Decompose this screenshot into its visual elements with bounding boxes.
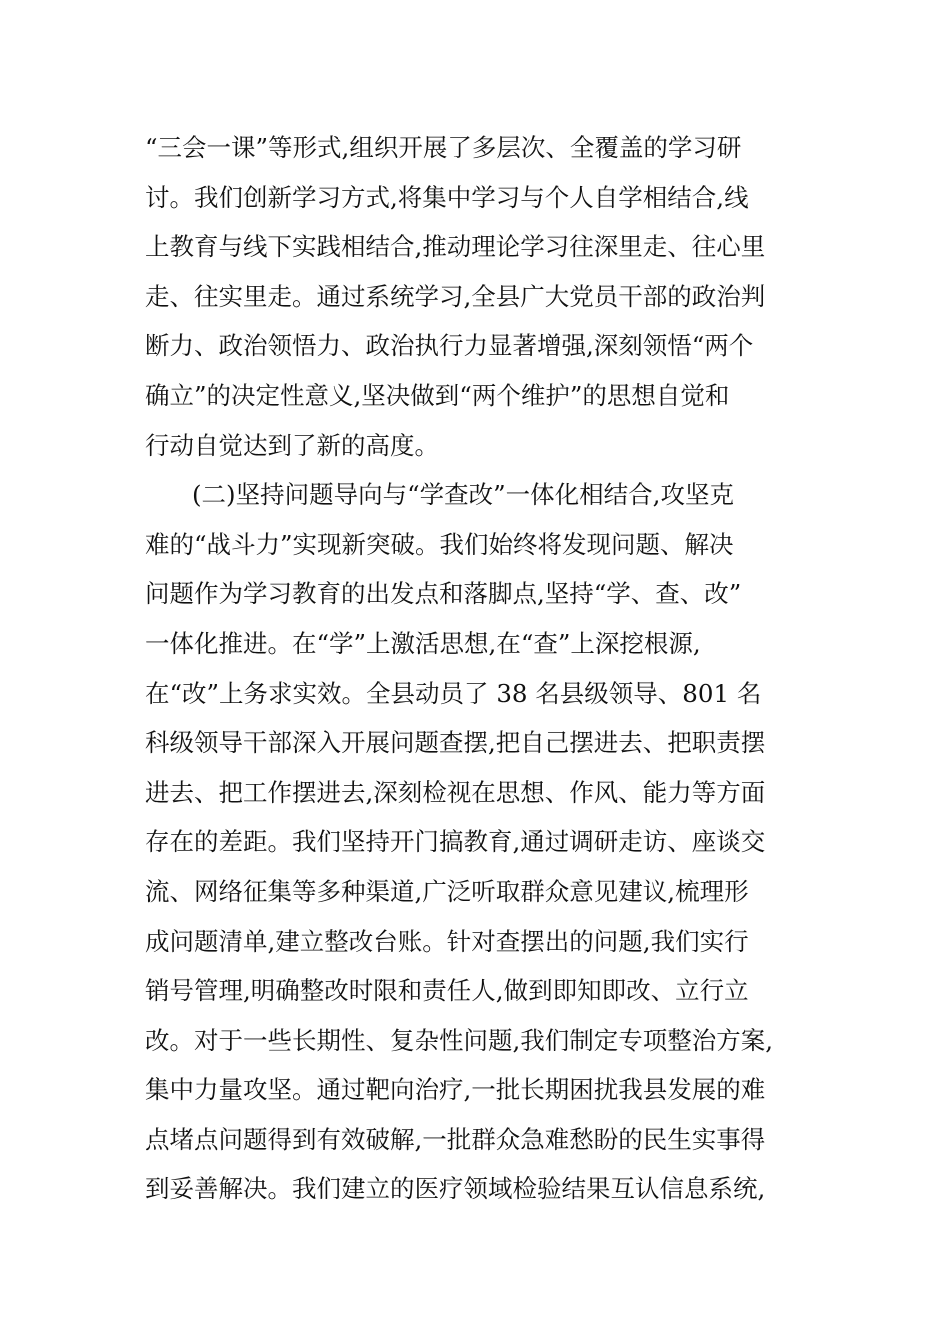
text-line: 走、往实里走。通过系统学习,全县广大党员干部的政治判: [145, 281, 766, 311]
text-line: 改。对于一些长期性、复杂性问题,我们制定专项整治方案,: [145, 1025, 774, 1055]
text-line: 科级领导干部深入开展问题查摆,把自己摆进去、把职责摆: [145, 728, 766, 758]
text-line: 点堵点问题得到有效破解,一批群众急难愁盼的民生实事得: [145, 1124, 766, 1154]
text-line: 销号管理,明确整改时限和责任人,做到即知即改、立行立: [145, 976, 749, 1006]
paragraph-2: [145, 470, 825, 1214]
text-line: 成问题清单,建立整改台账。针对查摆出的问题,我们实行: [145, 926, 749, 956]
text-line: 难的“战斗力”实现新突破。我们始终将发现问题、解决: [145, 529, 734, 559]
text-line: 确立”的决定性意义,坚决做到“两个维护”的思想自觉和: [145, 380, 730, 410]
text-line: 进去、把工作摆进去,深刻检视在思想、作风、能力等方面: [145, 777, 766, 807]
paragraph-1: [145, 123, 825, 470]
text-line: 流、网络征集等多种渠道,广泛听取群众意见建议,梳理形: [145, 876, 749, 906]
text-line: 行动自觉达到了新的高度。: [145, 430, 439, 460]
text-line: 在“改”上务求实效。全县动员了 38 名县级领导、801 名: [145, 678, 762, 708]
text-line: 到妥善解决。我们建立的医疗领域检验结果互认信息系统,: [145, 1174, 766, 1204]
text-line: 集中力量攻坚。通过靶向治疗,一批长期困扰我县发展的难: [145, 1075, 766, 1105]
text-line: 讨。我们创新学习方式,将集中学习与个人自学相结合,线: [145, 182, 749, 212]
text-line: “三会一课”等形式,组织开展了多层次、全覆盖的学习研: [145, 133, 742, 162]
text-line: 问题作为学习教育的出发点和落脚点,坚持“学、查、改”: [145, 579, 742, 609]
document-body: [145, 123, 825, 1214]
text-line: 一体化推进。在“学”上激活思想,在“查”上深挖根源,: [145, 628, 701, 658]
text-line: 断力、政治领悟力、政治执行力显著增强,深刻领悟“两个: [145, 331, 754, 361]
text-line: 上教育与线下实践相结合,推动理论学习往深里走、往心里: [145, 232, 766, 262]
text-line: 存在的差距。我们坚持开门搞教育,通过调研走访、座谈交: [145, 827, 766, 857]
paragraph-heading-line: (二)坚持问题导向与“学查改”一体化相结合,攻坚克: [192, 480, 734, 510]
